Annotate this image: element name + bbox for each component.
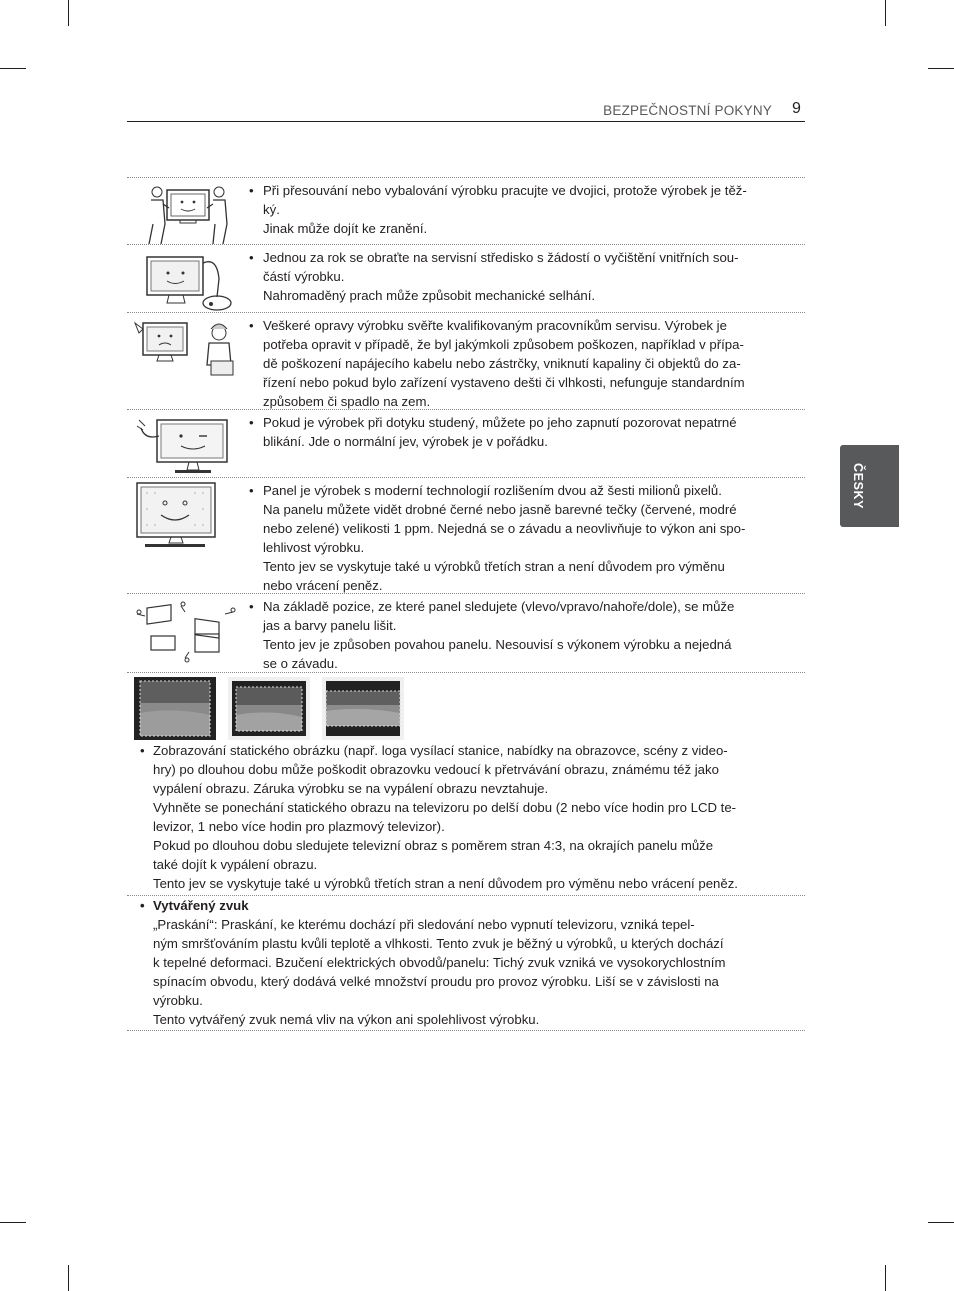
text-line: Vyhněte se ponechání statického obrazu na televizoru po delší dobu (2 nebo více hodin pro LCD te- <box>153 800 737 815</box>
paragraph <box>263 181 793 238</box>
text-line: vypálení obrazu. Záruka výrobku se na vypálení obrazu nevztahuje. <box>153 781 549 796</box>
crop-mark <box>928 68 954 69</box>
burn-in-pillarbox-image <box>134 677 216 740</box>
header-divider <box>127 121 805 122</box>
viewing-angle-tvs-illustration <box>133 598 243 664</box>
text-line: nebo vrácení peněz. <box>263 578 383 593</box>
paragraph <box>263 413 793 451</box>
text-line: Pokud po dlouhou dobu sledujete televizní obraz s poměrem stran 4:3, na okrajích panelu může <box>153 838 714 853</box>
text-line: Jinak může dojít ke zranění. <box>263 221 428 236</box>
text-line: Pokud je výrobek při dotyku studený, můžete po jeho zapnutí pozorovat nepatrné <box>263 415 737 430</box>
text-line: k tepelné deformaci. Bzučení elektrických obvodů/panelu: Tichý zvuk vzniká ve vysokorychlostním <box>153 955 726 970</box>
text-line: Tento jev je způsoben povahou panelu. Nesouvisí s výkonem výrobku a nejedná <box>263 637 732 652</box>
safety-row <box>127 593 805 672</box>
text-line: ným smršťováním plastu kvůli teplotě a vlhkosti. Tento zvuk je běžný u výrobků, u kterých dochází <box>153 936 724 951</box>
language-tab <box>840 445 899 527</box>
bullet: • <box>249 183 254 198</box>
text-line: levizor, 1 nebo více hodin pro plazmový televizor). <box>153 819 445 834</box>
generated-sound-section <box>140 896 793 1029</box>
language-tab-label: ČESKY <box>851 463 865 510</box>
text-line: také dojít k vypálení obrazu. <box>153 857 318 872</box>
crop-mark <box>68 1265 69 1291</box>
text-line: hry) po dlouhou dobu může poškodit obrazovku vedoucí k přetrvávání obrazu, známému též jako <box>153 762 719 777</box>
text-line: Při přesouvání nebo vybalování výrobku pracujte ve dvojici, protože výrobek je těž- <box>263 183 747 198</box>
text-line: Panel je výrobek s moderní technologií rozlišením dvou až šesti milionů pixelů. <box>263 483 722 498</box>
paragraph <box>153 896 793 1029</box>
burn-in-widescreen-image <box>228 677 310 740</box>
paragraph <box>263 248 793 305</box>
crop-mark <box>928 1222 954 1223</box>
crop-mark <box>0 68 26 69</box>
text-line: výrobku. <box>153 993 203 1008</box>
crop-mark <box>0 1222 26 1223</box>
section-divider <box>127 1030 805 1031</box>
crop-mark <box>68 0 69 26</box>
text-line: Tento jev se vyskytuje také u výrobků třetích stran a není důvodem pro výměnu nebo vrácení peněz. <box>153 876 738 891</box>
safety-row <box>127 177 805 244</box>
text-line: dě poškození napájecího kabelu nebo zástrčky, vniknutí kapaliny či objektů do za- <box>263 356 741 371</box>
two-people-carrying-tv-illustration <box>133 182 243 246</box>
safety-row <box>127 409 805 477</box>
text-line: se o závadu. <box>263 656 338 671</box>
text-line: jas a barvy panelu lišit. <box>263 618 397 633</box>
winking-tv-illustration <box>133 414 243 478</box>
paragraph <box>263 316 793 411</box>
bullet: • <box>249 483 254 498</box>
text-line: částí výrobku. <box>263 269 345 284</box>
text-line: blikání. Jde o normální jev, výrobek je v pořádku. <box>263 434 548 449</box>
text-line: Na základě pozice, ze které panel sledujete (vlevo/vpravo/nahoře/dole), se může <box>263 599 735 614</box>
text-line: způsobem či spadlo na zem. <box>263 394 431 409</box>
text-line: potřeba opravit v případě, že byl jakýmkoli způsobem poškozen, například v přípa- <box>263 337 744 352</box>
safety-row <box>127 312 805 409</box>
paragraph <box>263 597 793 673</box>
burn-in-letterbox-image <box>322 677 404 740</box>
page-number: 9 <box>792 100 801 117</box>
text-line: Jednou za rok se obraťte na servisní středisko s žádostí o vyčištění vnitřních sou- <box>263 250 739 265</box>
text-line: řízení nebo pokud bylo zařízení vystaveno dešti či vlhkosti, nefunguje standardním <box>263 375 745 390</box>
bullet: • <box>249 415 254 430</box>
crop-mark <box>885 0 886 26</box>
text-line: spínacím obvodu, který dodává velké množství proudu pro provoz výrobku. Liší se v závislosti na <box>153 974 719 989</box>
safety-row <box>127 244 805 312</box>
paragraph <box>263 481 793 595</box>
bullet: • <box>249 599 254 614</box>
bullet: • <box>140 743 145 758</box>
text-line: lehlivost výrobku. <box>263 540 365 555</box>
text-line: ký. <box>263 202 280 217</box>
paragraph <box>153 741 793 893</box>
text-line: Zobrazování statického obrázku (např. loga vysílací stanice, nabídky na obrazovce, scény z video- <box>153 743 728 758</box>
tv-service-technician-illustration <box>133 317 243 379</box>
bullet: • <box>249 318 254 333</box>
bullet: • <box>249 250 254 265</box>
text-line: Veškeré opravy výrobku svěřte kvalifikovaným pracovníkům servisu. Výrobek je <box>263 318 727 333</box>
static-image-warning <box>140 741 793 893</box>
text-line: Tento vytvářený zvuk nemá vliv na výkon ani spolehlivost výrobku. <box>153 1012 540 1027</box>
tv-vacuum-cleaning-illustration <box>133 249 243 313</box>
crop-mark <box>885 1265 886 1291</box>
text-line: nebo zelené) velikosti 1 ppm. Nejedná se o závadu a neovlivňuje to výkon ani spo- <box>263 521 746 536</box>
bullet: • <box>140 898 145 913</box>
text-line: Nahromaděný prach může způsobit mechanické selhání. <box>263 288 596 303</box>
safety-row <box>127 477 805 593</box>
sound-heading: Vytvářený zvuk <box>153 898 249 913</box>
text-line: „Praskání“: Praskání, ke kterému dochází při sledování nebo vypnutí televizoru, vzniká tepel- <box>153 917 695 932</box>
text-line: Na panelu můžete vidět drobné černé nebo jasně barevné tečky (červené, modré <box>263 502 737 517</box>
text-line: Tento jev se vyskytuje také u výrobků třetích stran a není důvodem pro výměnu <box>263 559 725 574</box>
smiling-tv-pixels-illustration <box>133 481 243 551</box>
section-title: BEZPEČNOSTNÍ POKYNY <box>603 103 772 118</box>
